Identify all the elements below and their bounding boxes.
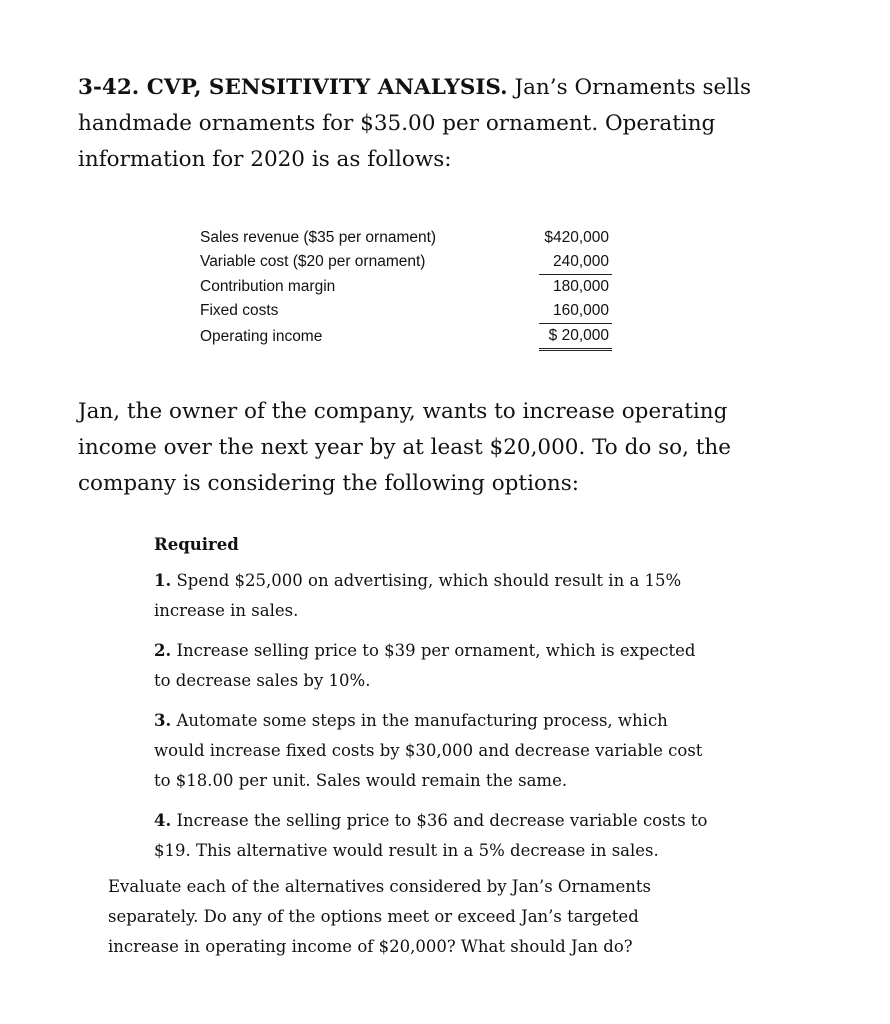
option-item (154, 806, 714, 866)
row-label: Sales revenue ($35 per ornament) (200, 229, 437, 246)
option-number: 2. (154, 641, 172, 660)
option-text: Automate some steps in the manufacturing process, which would increase fixed costs by $30,000 and decrease variable cost to $18.00 per unit. Sales would remain the same. (154, 711, 703, 790)
required-heading: Required (154, 535, 239, 554)
row-value: 240,000 (539, 250, 612, 275)
table-row (200, 250, 612, 275)
required-section (154, 530, 714, 876)
option-item (154, 566, 714, 626)
row-value: 180,000 (552, 278, 609, 295)
option-item (154, 636, 714, 696)
row-label: Fixed costs (200, 302, 279, 320)
option-number: 3. (154, 711, 172, 730)
option-text: Spend $25,000 on advertising, which should result in a 15% increase in sales. (154, 571, 682, 620)
evaluate-paragraph: Evaluate each of the alternatives considered by Jan’s Ornaments separately. Do any of the options meet or exceed Jan’s targeted increase in operating income of $20,000? What should Jan do? (108, 877, 651, 956)
problem-heading: 3-42. CVP, SENSITIVITY ANALYSIS. (78, 75, 508, 100)
table-row (200, 324, 612, 350)
problem-intro (78, 70, 818, 178)
problem-intro-text: Jan’s Ornaments sells handmade ornaments for $35.00 per ornament. Operating information for 2020 is as follows: (78, 75, 752, 172)
option-text: Increase the selling price to $36 and decrease variable costs to $19. This alternative would result in a 5% decrease in sales. (154, 811, 708, 860)
row-label: Operating income (200, 327, 323, 345)
table-row (200, 226, 612, 250)
income-statement-table (200, 226, 612, 351)
situation-paragraph: Jan, the owner of the company, wants to increase operating income over the next year by at least $20,000. To do so, the company is considering the following options: (78, 399, 731, 496)
option-number: 4. (154, 811, 172, 830)
row-label: Contribution margin (200, 277, 336, 295)
row-label: Variable cost ($20 per ornament) (200, 253, 426, 271)
table-row (200, 299, 612, 324)
row-value: 160,000 (539, 299, 612, 324)
row-value: $ 20,000 (539, 324, 612, 350)
option-text: Increase selling price to $39 per ornament, which is expected to decrease sales by 10%. (154, 641, 696, 690)
row-value: $420,000 (544, 229, 609, 246)
table-row (200, 275, 612, 300)
option-item (154, 706, 714, 796)
option-number: 1. (154, 571, 172, 590)
